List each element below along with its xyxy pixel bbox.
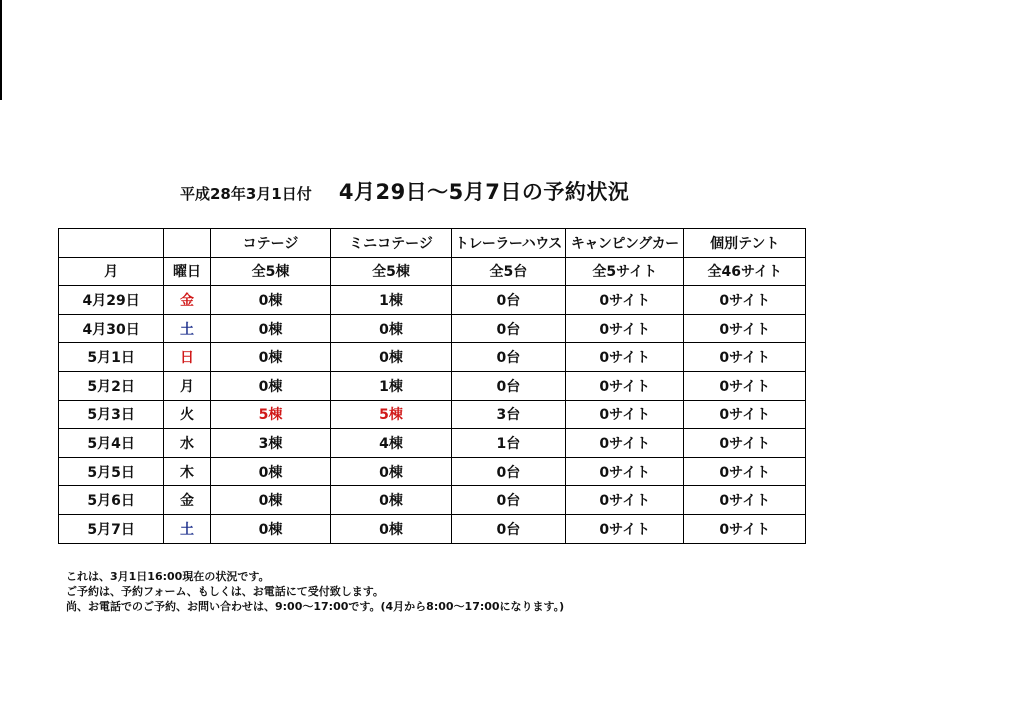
trailer-house-cell: 0台 xyxy=(451,514,565,543)
issue-date: 平成28年3月1日付 xyxy=(180,185,312,203)
totals-header-row xyxy=(59,257,806,286)
blank-header-cell xyxy=(164,229,211,258)
date-cell: 5月1日 xyxy=(59,343,164,372)
camping-car-cell: 0サイト xyxy=(566,514,684,543)
weekday-cell: 金 xyxy=(164,286,211,315)
footnote-reservation-method: ご予約は、予約フォーム、もしくは、お電話にて受付致します。 xyxy=(66,585,384,598)
tent-cell: 0サイト xyxy=(684,514,806,543)
date-cell: 4月29日 xyxy=(59,286,164,315)
cottage-cell: 0棟 xyxy=(210,286,330,315)
camping-car-cell: 0サイト xyxy=(566,314,684,343)
weekday-column-header: 曜日 xyxy=(164,257,211,286)
tent-cell: 0サイト xyxy=(684,400,806,429)
camping-car-cell: 0サイト xyxy=(566,286,684,315)
table-row xyxy=(59,400,806,429)
mini-cottage-cell: 1棟 xyxy=(331,371,451,400)
category-header-row xyxy=(59,229,806,258)
date-cell: 5月2日 xyxy=(59,371,164,400)
table-row xyxy=(59,429,806,458)
weekday-cell: 水 xyxy=(164,429,211,458)
footnote-status-time: これは、3月1日16:00現在の状況です。 xyxy=(66,570,270,583)
tent-cell: 0サイト xyxy=(684,286,806,315)
mini-cottage-cell: 0棟 xyxy=(331,343,451,372)
table-row xyxy=(59,514,806,543)
table-row xyxy=(59,457,806,486)
date-cell: 5月4日 xyxy=(59,429,164,458)
cottage-cell: 0棟 xyxy=(210,371,330,400)
camping-car-cell: 0サイト xyxy=(566,371,684,400)
footnotes xyxy=(66,569,564,614)
footnote-phone-hours: 尚、お電話でのご予約、お問い合わせは、9:00～17:00です。(4月から8:00～17:00になります。) xyxy=(66,600,565,613)
date-cell: 5月3日 xyxy=(59,400,164,429)
camping-car-cell: 0サイト xyxy=(566,343,684,372)
weekday-cell: 土 xyxy=(164,514,211,543)
category-header-cottage: コテージ xyxy=(210,229,330,258)
mini-cottage-cell: 0棟 xyxy=(331,486,451,515)
weekday-cell: 火 xyxy=(164,400,211,429)
date-cell: 4月30日 xyxy=(59,314,164,343)
tent-cell: 0サイト xyxy=(684,486,806,515)
table-row xyxy=(59,314,806,343)
total-camping-car: 全5サイト xyxy=(566,257,684,286)
total-mini-cottage: 全5棟 xyxy=(331,257,451,286)
category-header-mini-cottage: ミニコテージ xyxy=(331,229,451,258)
camping-car-cell: 0サイト xyxy=(566,429,684,458)
mini-cottage-cell: 0棟 xyxy=(331,457,451,486)
mini-cottage-cell: 0棟 xyxy=(331,314,451,343)
weekday-cell: 月 xyxy=(164,371,211,400)
tent-cell: 0サイト xyxy=(684,343,806,372)
camping-car-cell: 0サイト xyxy=(566,486,684,515)
trailer-house-cell: 0台 xyxy=(451,457,565,486)
tent-cell: 0サイト xyxy=(684,429,806,458)
total-cottage: 全5棟 xyxy=(210,257,330,286)
document-header xyxy=(180,176,629,206)
mini-cottage-cell: 4棟 xyxy=(331,429,451,458)
date-cell: 5月6日 xyxy=(59,486,164,515)
table-row xyxy=(59,371,806,400)
cottage-cell: 0棟 xyxy=(210,314,330,343)
trailer-house-cell: 0台 xyxy=(451,371,565,400)
category-header-tent: 個別テント xyxy=(684,229,806,258)
trailer-house-cell: 1台 xyxy=(451,429,565,458)
month-column-header: 月 xyxy=(59,257,164,286)
mini-cottage-cell-full: 5棟 xyxy=(331,400,451,429)
date-cell: 5月7日 xyxy=(59,514,164,543)
cottage-cell-full: 5棟 xyxy=(210,400,330,429)
cottage-cell: 0棟 xyxy=(210,514,330,543)
mini-cottage-cell: 1棟 xyxy=(331,286,451,315)
table-row xyxy=(59,343,806,372)
cottage-cell: 3棟 xyxy=(210,429,330,458)
trailer-house-cell: 0台 xyxy=(451,286,565,315)
cottage-cell: 0棟 xyxy=(210,457,330,486)
tent-cell: 0サイト xyxy=(684,314,806,343)
trailer-house-cell: 0台 xyxy=(451,486,565,515)
scan-edge-line xyxy=(0,0,2,100)
total-tent: 全46サイト xyxy=(684,257,806,286)
weekday-cell: 金 xyxy=(164,486,211,515)
blank-header-cell xyxy=(59,229,164,258)
weekday-cell: 土 xyxy=(164,314,211,343)
weekday-cell: 日 xyxy=(164,343,211,372)
tent-cell: 0サイト xyxy=(684,457,806,486)
table-row xyxy=(59,286,806,315)
weekday-cell: 木 xyxy=(164,457,211,486)
camping-car-cell: 0サイト xyxy=(566,400,684,429)
total-trailer-house: 全5台 xyxy=(451,257,565,286)
trailer-house-cell: 3台 xyxy=(451,400,565,429)
camping-car-cell: 0サイト xyxy=(566,457,684,486)
reservation-status-table xyxy=(58,228,806,544)
cottage-cell: 0棟 xyxy=(210,486,330,515)
mini-cottage-cell: 0棟 xyxy=(331,514,451,543)
page-title: 4月29日～5月7日の予約状況 xyxy=(338,180,630,204)
trailer-house-cell: 0台 xyxy=(451,343,565,372)
table-row xyxy=(59,486,806,515)
tent-cell: 0サイト xyxy=(684,371,806,400)
category-header-trailer-house: トレーラーハウス xyxy=(451,229,565,258)
trailer-house-cell: 0台 xyxy=(451,314,565,343)
date-cell: 5月5日 xyxy=(59,457,164,486)
cottage-cell: 0棟 xyxy=(210,343,330,372)
category-header-camping-car: キャンピングカー xyxy=(566,229,684,258)
